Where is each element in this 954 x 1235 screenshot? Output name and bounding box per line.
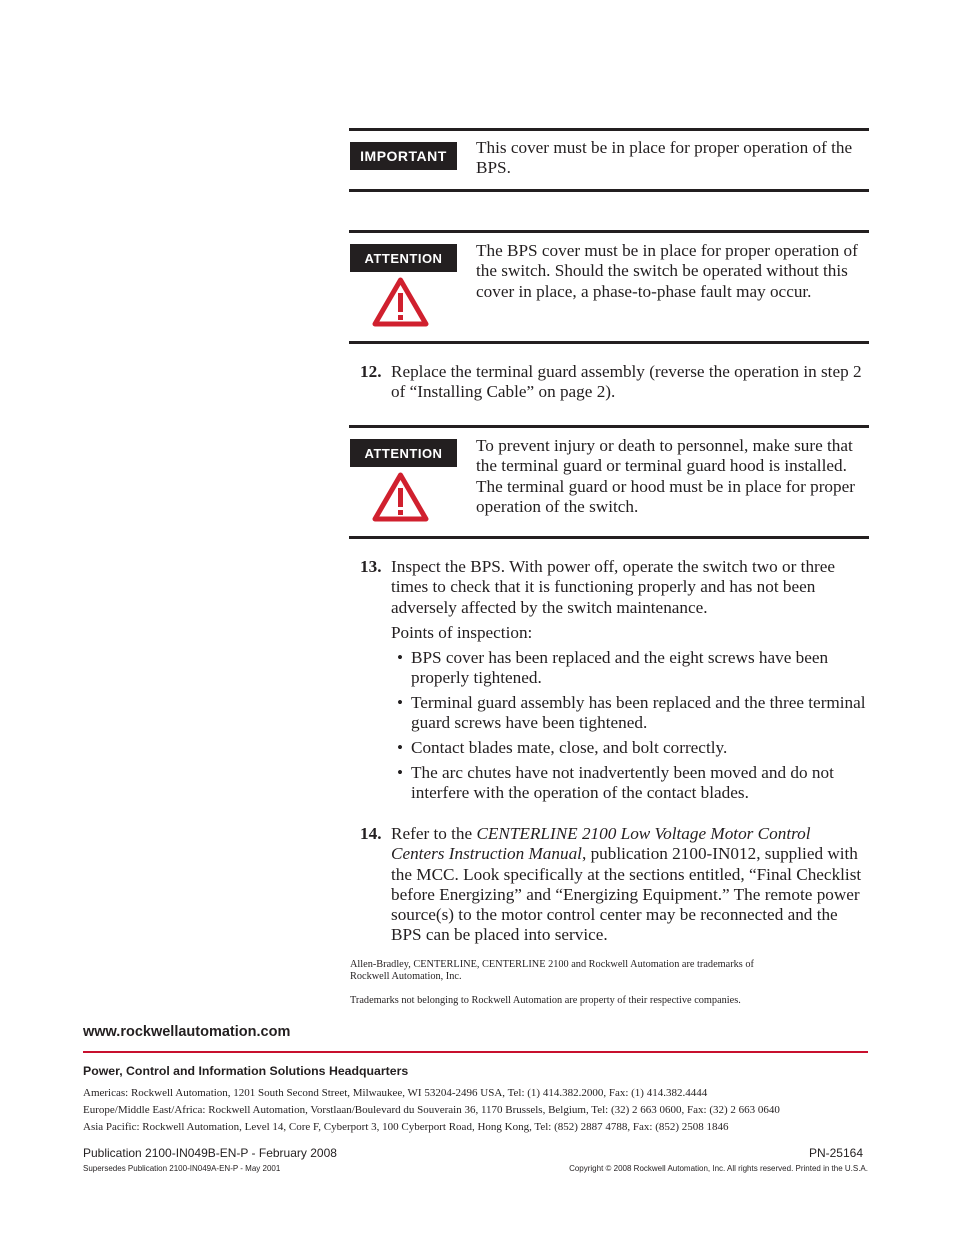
attention-1-bottom-rule [349, 341, 869, 344]
part-number: PN-25164 [808, 1146, 863, 1160]
copyright-notice: Copyright © 2008 Rockwell Automation, Inc. All rights reserved. Printed in the U.S.A. [569, 1164, 868, 1173]
bullet-dot: • [397, 738, 404, 757]
step-14-text-end: , publication 2100-IN012, supplied with the MCC. Look specifically at the sections entitled, “Final Checklist before Energizing” and “Energizing Equipment.” The remote power source(s) to the motor control center may be reconnected and the BPS can be placed into service. [391, 844, 862, 945]
step-14-text [391, 824, 867, 946]
step-12-number: 12. [360, 362, 382, 381]
attention-1-message: The BPS cover must be in place for proper operation of the switch. Should the switch be operated without this cover in place, a phase-to-phase fault may occur. [476, 241, 858, 301]
attention-2-message: To prevent injury or death to personnel, make sure that the terminal guard or terminal guard hood is installed. The terminal guard or hood must be in place for proper operation of the switch. [476, 436, 855, 516]
europe-address: Europe/Middle East/Africa: Rockwell Automation, Vorstlaan/Boulevard du Souverain 36, 1170 Brussels, Belgium, Tel: (32) 2 663 0600, Fax: (32) 2 663 0640 [83, 1104, 780, 1116]
inspection-point: Terminal guard assembly has been replaced and the three terminal guard screws have been tightened. [411, 693, 866, 733]
trademark-line-1: Allen-Bradley, CENTERLINE, CENTERLINE 2100 and Rockwell Automation are trademarks of [350, 959, 754, 970]
americas-address: Americas: Rockwell Automation, 1201 South Second Street, Milwaukee, WI 53204-2496 USA, Tel: (1) 414.382.2000, Fax: (1) 414.382.4444 [83, 1087, 708, 1099]
bullet-dot: • [397, 763, 404, 782]
inspection-point: Contact blades mate, close, and bolt correctly. [411, 738, 728, 757]
points-of-inspection-heading: Points of inspection: [391, 623, 533, 642]
supersedes-note: Supersedes Publication 2100-IN049A-EN-P - May 2001 [83, 1164, 281, 1173]
attention-1-top-rule [349, 230, 869, 233]
attention-1-label: ATTENTION [350, 244, 457, 272]
trademark-line-3: Trademarks not belonging to Rockwell Automation are property of their respective companies. [350, 995, 741, 1006]
important-top-rule [349, 128, 869, 131]
attention-2-bottom-rule [349, 536, 869, 539]
important-bottom-rule [349, 189, 869, 192]
step-14-number: 14. [360, 824, 382, 843]
step-13-number: 13. [360, 557, 382, 576]
important-message: This cover must be in place for proper operation of the BPS. [476, 138, 853, 178]
headquarters-title: Power, Control and Information Solutions Headquarters [83, 1064, 409, 1078]
manual-title: CENTERLINE 2100 Low Voltage Motor Control Centers Instruction Manual [391, 824, 811, 864]
bullet-dot: • [397, 693, 404, 712]
important-label: IMPORTANT [350, 142, 457, 170]
step-13-text: Inspect the BPS. With power off, operate the switch two or three times to check that it is functioning properly and has not been adversely affected by the switch maintenance. [391, 557, 836, 617]
trademark-line-2: Rockwell Automation, Inc. [350, 971, 462, 982]
asia-address: Asia Pacific: Rockwell Automation, Level 14, Core F, Cyberport 3, 100 Cyberport Road, Hong Kong, Tel: (852) 2887 4788, Fax: (852) 2508 1846 [83, 1121, 729, 1133]
step-12-text: Replace the terminal guard assembly (reverse the operation in step 2 of “Installing Cable” on page 2). [391, 362, 862, 402]
website-link[interactable]: www.rockwellautomation.com [83, 1024, 291, 1040]
warning-triangle-icon [372, 277, 429, 327]
attention-2-label: ATTENTION [350, 439, 457, 467]
warning-triangle-icon [372, 472, 429, 522]
inspection-point: BPS cover has been replaced and the eight screws have been properly tightened. [411, 648, 829, 688]
attention-2-top-rule [349, 425, 869, 428]
publication-number: Publication 2100-IN049B-EN-P - February 2008 [83, 1146, 337, 1160]
bullet-dot: • [397, 648, 404, 667]
inspection-point: The arc chutes have not inadvertently been moved and do not interfere with the operation of the contact blades. [411, 763, 834, 803]
step-14-text-start: Refer to the [391, 824, 477, 843]
footer-red-rule [83, 1051, 868, 1053]
